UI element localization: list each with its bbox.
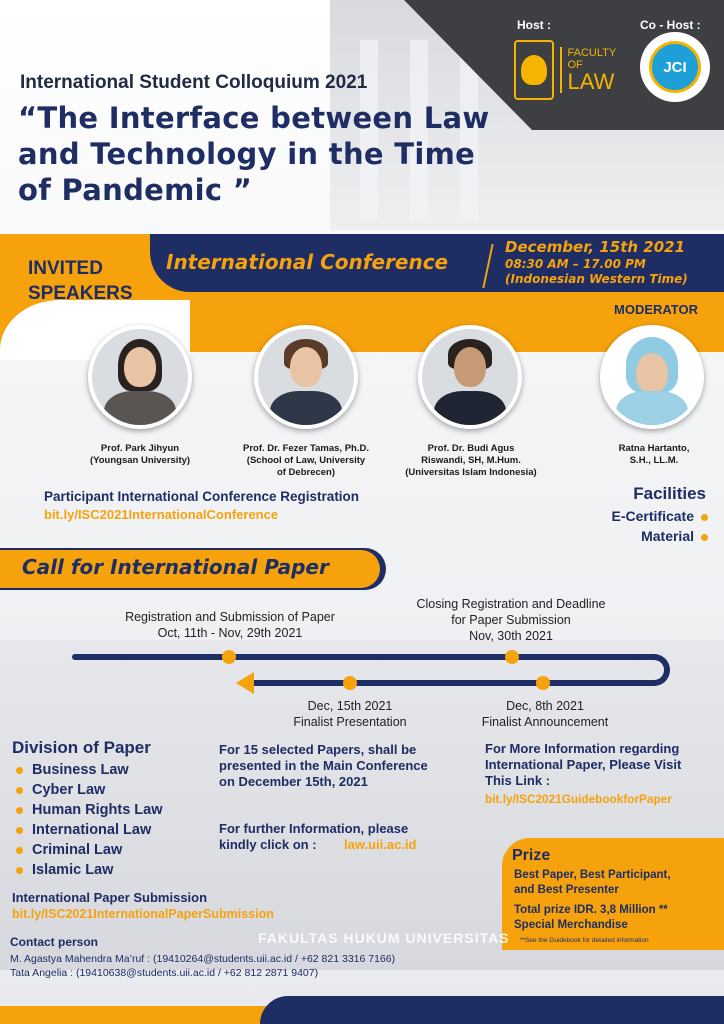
timeline-line (72, 654, 656, 660)
speaker-photo (88, 325, 192, 429)
moderator-photo (600, 325, 704, 429)
timeline-dot (505, 650, 519, 664)
faculty-of-law-logo (514, 38, 624, 102)
division-item: International Law (16, 822, 151, 838)
event-subtitle: International Student Colloquium 2021 (20, 72, 368, 93)
bullet-icon (701, 534, 708, 541)
division-item: Cyber Law (16, 782, 105, 798)
bullet-icon (16, 867, 23, 874)
further-info-text: For further Information, please kindly click on : (219, 821, 409, 852)
timeline-registration: Registration and Submission of Paper Oct, 11th - Nov, 29th 2021 (125, 610, 335, 640)
cohost-label: Co - Host : (640, 18, 701, 32)
moderator-label: MODERATOR (614, 302, 699, 317)
prize-note: **See the Guidebook for detailed information (520, 937, 649, 944)
facilities-title: Facilities (633, 484, 706, 503)
bullet-icon (16, 807, 23, 814)
registration-title: Participant International Conference Registration (44, 489, 360, 504)
moderator-name: Ratna Hartanto, S.H., LL.M. (618, 443, 690, 466)
selected-papers-text: For 15 selected Papers, shall be presented in the Main Conference on December 15th, 2021 (219, 742, 428, 789)
event-headline: “The Interface between Law and Technology in the Time of Pandemic ” (18, 101, 490, 207)
speaker-name: Prof. Park Jihyun (Youngsan University) (89, 443, 191, 466)
submission-title: International Paper Submission (12, 890, 208, 905)
facility-item: Material (641, 528, 708, 544)
invited-speakers-label: INVITED SPEAKERS (28, 258, 133, 304)
submission-link[interactable]: bit.ly/ISC2021InternationalPaperSubmission (12, 907, 274, 921)
division-title: Division of Paper (12, 738, 151, 757)
division-item: Human Rights Law (16, 802, 163, 818)
speaker-name: Prof. Dr. Budi Agus Riswandi, SH, M.Hum. (Universitas Islam Indonesia) (405, 443, 537, 478)
bullet-icon (16, 787, 23, 794)
bottom-navy-band (260, 996, 724, 1024)
division-item: Criminal Law (16, 842, 122, 858)
timeline-announcement: Dec, 8th 2021 Finalist Announcement (481, 699, 609, 729)
timeline-closing: Closing Registration and Deadline for Paper Submission Nov, 30th 2021 (416, 597, 606, 643)
division-item: Islamic Law (16, 862, 113, 878)
registration-link[interactable]: bit.ly/ISC2021InternationalConference (44, 507, 279, 522)
speaker-name: Prof. Dr. Fezer Tamas, Ph.D. (School of Law, University of Debrecen) (242, 443, 369, 478)
prize-line: Special Merchandise (514, 919, 628, 931)
bullet-icon (16, 827, 23, 834)
timeline-arrow-icon (236, 672, 254, 694)
facility-item: E-Certificate (612, 508, 708, 524)
bullet-icon (701, 514, 708, 521)
division-item: Business Law (16, 762, 129, 778)
law-uii-link[interactable]: law.uii.ac.id (344, 837, 417, 852)
speaker-photo (254, 325, 358, 429)
prize-line: and Best Presenter (514, 884, 619, 896)
contact-line: Tata Angelia : (19410638@students.uii.ac.id / +62 812 2871 9407) (10, 967, 319, 979)
jci-logo (640, 32, 710, 102)
timeline-presentation: Dec, 15th 2021 Finalist Presentation (293, 699, 407, 729)
uii-seal-icon (514, 40, 554, 100)
call-for-paper-title: Call for International Paper (22, 555, 329, 579)
jci-logo-text: JCI (649, 41, 701, 93)
host-label: Host : (517, 18, 551, 32)
speaker-photo (418, 325, 522, 429)
contact-title: Contact person (10, 935, 99, 949)
contact-line: M. Agastya Mahendra Ma’ruf : (19410264@students.uii.ac.id / +62 821 3316 7166) (10, 953, 396, 965)
timeline-dot (222, 650, 236, 664)
logo-line2: LAW (567, 69, 615, 94)
watermark-text: FAKULTAS HUKUM UNIVERSITAS (258, 930, 510, 946)
timeline-dot (536, 676, 550, 690)
guidebook-link[interactable]: bit.ly/ISC2021GuidebookforPaper (485, 792, 672, 806)
prize-line: Total prize IDR. 3,8 Million ** (514, 904, 668, 916)
bullet-icon (16, 767, 23, 774)
bullet-icon (16, 847, 23, 854)
timeline-dot (343, 676, 357, 690)
conference-title: International Conference (166, 250, 449, 274)
prize-line: Best Paper, Best Participant, (514, 869, 671, 881)
timeline-line (248, 680, 656, 686)
conference-time: 08:30 AM – 17.00 PM (Indonesian Western Time) (505, 257, 688, 286)
logo-line1: FACULTY OF (567, 47, 616, 71)
prize-title: Prize (512, 847, 551, 864)
more-info-text: For More Information regarding International Paper, Please Visit This Link : (485, 741, 682, 788)
conference-date: December, 15th 2021 (505, 238, 686, 256)
